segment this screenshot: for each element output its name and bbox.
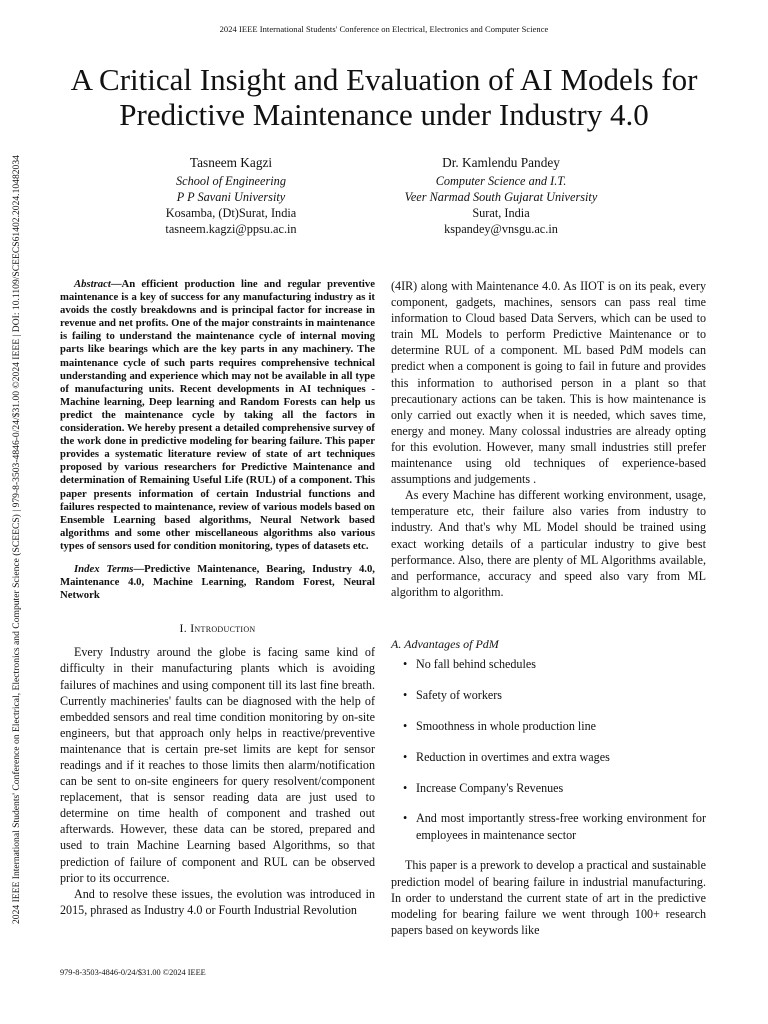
subsection-label: A. [391, 636, 402, 651]
intro-paragraph-2: And to resolve these issues, the evolution was introduced in 2015, phrased as Industry 4.0 or Fourth Industrial Revolution [60, 886, 375, 917]
author-email: tasneem.kagzi@ppsu.ac.in [165, 222, 297, 236]
author-name: Dr. Kamlendu Pandey [442, 155, 560, 170]
right-paragraph-1: (4IR) along with Maintenance 4.0. As IIOT is on its peak, every component, gadgets, machines, sensors can pass real time information to Cloud based Data Servers, which can be used to train ML Models to perform Predictive Maintenance or to determine RUL of a component. ML based PdM models can predict when a component is going to fail in future and provides this information to authorised person in a plant so that precautionary actions can be taken. This is how maintenance is only carried out exactly when it is needed, which saves time, energy and money. Many colossal industries are already opting for this evolution. However, many small industries still prefer maintenance using old techniques of experience-based assumptions and judgements . [391, 279, 706, 487]
list-item: • And most importantly stress-free working environment for employees in maintenance sector [416, 810, 706, 842]
author-location: Surat, India [472, 206, 530, 220]
closing-paragraph: This paper is a prework to develop a practical and sustainable prediction model of bearing failure in industrial manufacturing. In order to understand the current state of art in the predictive modeling for bearing failure we went through 100+ research papers based on keywords like [391, 858, 706, 937]
conference-header: 2024 IEEE International Students' Conference on Electrical, Electronics and Computer Science [219, 24, 549, 34]
intro-paragraph-1: Every Industry around the globe is facing same kind of difficulty in their manufacturing plants which is avoiding failures of machines and using component till its last fine breath. Currently machineries' faults can be diagnosed with the help of embedded sensors and real time condition monitoring by on-site engineers, but that approach only helps in reactive/preventive maintenance that is certain pre-set limits are kept for sensor readings and if it reaches to those limits then alarm/notification can be sent to on-site engineers for query resolvent/component replacement, that is sensor reading data are just used to determine on time health of component and trashed out afterwards. However, these data can be stored, prepared and used to train Machine Learning based Algorithms, so that prediction of failure of component and RUL can be observed prior to its occurrence. [60, 645, 375, 885]
index-terms-text: —Predictive Maintenance, Bearing, Industry 4.0, Maintenance 4.0, Machine Learning, Random Forest, Neural Network [60, 562, 375, 602]
advantages-list [391, 656, 706, 843]
paper-title: A Critical Insight and Evaluation of AI Models for Predictive Maintenance under Industry 4.0 [70, 62, 698, 132]
author-department: Computer Science and I.T. [435, 174, 567, 188]
abstract-text: —An efficient production line and regular preventive maintenance is a key of success for any manufacturing industry as it avoids the costly breakdowns and is principal factor for increase in revenue and net profits. One of the major constraints in maintenance is failing to understand the maintenance cycle of internal moving parts like bearings which are the key parts in any machinery. The maintenance cycle of such parts requires comprehensive technical understanding and experience which may not be available in all type of manufacturing units. Recent developments in AI techniques - Machine learning, Deep learning and Random Forests can help us predict the maintenance cycle by taking all the factors in consideration. We hereby present a detailed comprehensive survey of the work done in predictive modeling for bearing failure. This paper provides a systematic literature review of state of art techniques proposed by various researchers for Predictive Maintenance and determination of Remaining Useful Life (RUL) of a component. This paper presents information of certain Industrial functions and failures respected to maintenance, review of various models based on Ensemble Learning based algorithms, Neural Network based algorithms and some other miscellaneous algorithms also various types of sensors used for condition monitoring, types of datasets etc. [60, 278, 375, 552]
author-block-2 [351, 155, 651, 237]
abstract-label: Abstract [74, 278, 111, 290]
section-title: Introduction [190, 621, 256, 636]
list-item: • No fall behind schedules [416, 656, 706, 672]
section-heading-introduction [60, 620, 375, 636]
list-item: • Smoothness in whole production line [416, 718, 706, 734]
abstract [60, 278, 375, 553]
list-item: • Reduction in overtimes and extra wages [416, 749, 706, 765]
author-name: Tasneem Kagzi [189, 155, 273, 170]
author-organization: P P Savani University [176, 190, 286, 204]
author-email: kspandey@vnsgu.ac.in [444, 222, 558, 236]
left-column [60, 278, 375, 918]
copyright-footer: 979-8-3503-4846-0/24/$31.00 ©2024 IEEE [60, 968, 206, 977]
subsection-heading-advantages [391, 636, 706, 652]
subsection-title: Advantages of PdM [404, 636, 499, 651]
author-department: School of Engineering [176, 174, 286, 188]
section-number: I. [179, 621, 187, 636]
right-paragraph-2: As every Machine has different working environment, usage, temperature etc, their failure also varies from industry to industry. And that's why ML Model should be trained using exact working details of a particular industry to give best performance. Also, there are plenty of ML Algorithms available, and performance, accuracy and speed also vary from ML algorithm to algorithm. [391, 488, 706, 599]
right-column [391, 278, 706, 938]
side-doi-banner: 2024 IEEE International Students' Conference on Electrical, Electronics and Computer Science (SCEECS) | 979-8-3503-4846-0/24/$31.00 ©2024 IEEE | DOI: 10.1109/SCEECS61402.2024.10482034 [11, 155, 22, 924]
author-location: Kosamba, (Dt)Surat, India [165, 206, 297, 220]
author-organization: Veer Narmad South Gujarat University [404, 190, 598, 204]
list-item: • Safety of workers [416, 687, 706, 703]
author-block-1 [81, 155, 381, 237]
list-item: • Increase Company's Revenues [416, 780, 706, 796]
index-terms-label: Index Terms [74, 562, 134, 575]
index-terms [60, 563, 375, 602]
